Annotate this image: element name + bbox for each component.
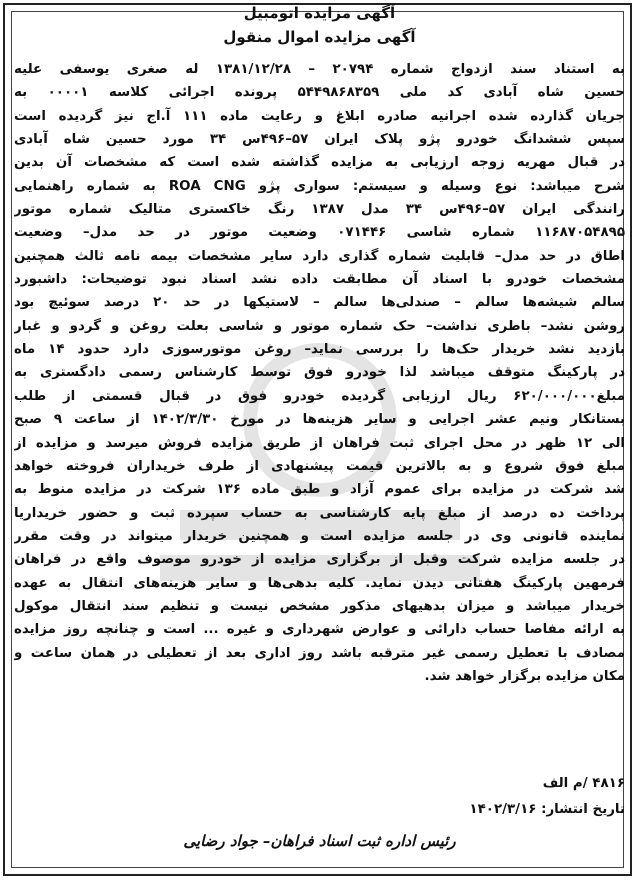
body-line: به استناد سند ازدواج شماره ۲۰۷۹۴ – ۱۳۸۱/۱۲/۲۸ له صغری یوسفی علیه	[14, 62, 625, 77]
body-line: بستانکار ونیم عشر اجرایی و سایر هزینه‌ها در مورخ ۱۴۰۲/۳/۳۰ از ساعت ۹ صبح	[14, 412, 625, 428]
body-line: مکان مزایده برگزار خواهد شد.	[424, 668, 625, 684]
body-line: پرداخت ده درصد از مبلغ پایه کارشناسی به حساب سپرده ثبت و حضور خریداریا	[14, 505, 625, 521]
signature: رئیس اداره ثبت اسناد فراهان– جواد رضایی	[183, 832, 456, 850]
body-line: حسین شاه آبادی کد ملی ۵۴۴۹۸۶۸۳۵۹ پرونده اجرائی کلاسه ۰۰۰۰۱ به	[14, 85, 625, 101]
body-line: جریان گذارده شده اجرانیه صادره ابلاغ و رعایت ماده ۱۱۱ آ.اج نیز گردیده است	[14, 108, 625, 124]
body-line: شد شرکت در مزایده برای عموم آزاد و طبق ماده ۱۳۶ شرکت در مزایده منوط به	[14, 482, 625, 498]
body-line: سپس ششدانگ خودرو پژو پلاک ایران ۵۷–۴۹۶س ۳۴ مورد حسین شاه آبادی	[14, 132, 625, 148]
ad-header	[0, 2, 639, 48]
ad-subtitle: آگهی مزایده اموال منقول	[223, 28, 416, 46]
body-line: شرح میباشد: نوع وسیله و سیستم: سواری پژو ROA CNG به شماره راهنمایی	[14, 178, 625, 194]
body-line: مبلغ۶۲۰/۰۰۰/۰۰۰ ریال ارزیابی گردیده خودرو فوق در قبال قسمتی از طلب	[14, 388, 625, 404]
body-line: روشن نشد– باطری نداشت– حک شماره موتور و شاسی بعلت روغن و گردو و غبار	[14, 318, 625, 334]
body-line: مبلغ فوق شروع و به بالاترین قیمت پیشنهادی از طرف خریداران فروخته خواهد	[14, 458, 625, 474]
body-line: در قبال مهریه زوجه ارزیابی به مزایده گذاشته شده است که مشخصات آن بدین	[14, 155, 625, 171]
body-line: در جلسه مزایده شرکت وقبل از برگزاری مزایده از خودرو موصوف واقع در فراهان	[14, 552, 625, 568]
body-line: الی ۱۲ ظهر در محل اجرای ثبت فراهان از طریق مزایده فروش میرسد و مزایده از	[14, 435, 625, 451]
body-line: سالم شیشه‌ها سالم – صندلی‌ها سالم – لاستیکها در حد ۲۰ درصد سوئیچ بود	[14, 295, 625, 311]
body-line: بازدید نشد خریدار حک‌ها را بررسی نماید– روغن موتورسوزی دارد حدود ۱۴ ماه	[14, 342, 625, 358]
body-line: نماینده قانونی وی در جلسه مزایده است و همچنین خریدار میتواند در وقت مقرر	[14, 528, 625, 544]
body-line: رانندگی ایران ۵۷–۴۹۶س ۳۴ مدل ۱۳۸۷ رنگ خاکستری متالیک شماره موتور	[14, 202, 625, 218]
body-line: ۱۱۶۸۷۰۵۴۸۹۵ شماره شاسی ۰۷۱۴۴۶ وضعیت موتور در حد مدل– وضعیت	[14, 225, 625, 241]
body-line: اطاق در حد مدل– قابلیت شماره گذاری دارد سایر مشخصات بیمه نامه ثالث همچنین	[14, 248, 625, 264]
body-line: خریدار میباشد و میزان بدهیهای مذکور مشخص نیست و تنظیم سند انتقال موکول	[14, 598, 625, 614]
ad-reference-code: ۴۸۱۶ /م الف	[542, 776, 625, 791]
body-line: مصادف با تعطیل رسمی غیر مترقبه باشد روز اداری بعد از تعطیلی در همان ساعت و	[14, 645, 625, 661]
body-line: مشخصات خودرو با اسناد آن مطابقت داده نشد اسناد نبود توضیحات: داشبورد	[14, 272, 625, 288]
body-line: فرمهین پارکینگ هفتانی دیدن نماید. کلیه بدهی‌ها و سایر هزینه‌های انتقال به عهده	[14, 575, 625, 591]
body-line: در پارکینگ متوقف میباشد لذا خودرو فوق توسط کارشناس رسمی دادگستری به	[14, 365, 625, 381]
publish-date: تاریخ انتشار: ۱۴۰۲/۳/۱۶	[469, 802, 625, 817]
ad-title: آگهی مزایده اتومبیل	[243, 4, 396, 22]
body-line: به ارائه مفاصا حساب دارائی و عوارض شهرداری و غیره ... است و چنانچه روز مزایده	[14, 622, 625, 638]
ad-body	[14, 58, 625, 688]
